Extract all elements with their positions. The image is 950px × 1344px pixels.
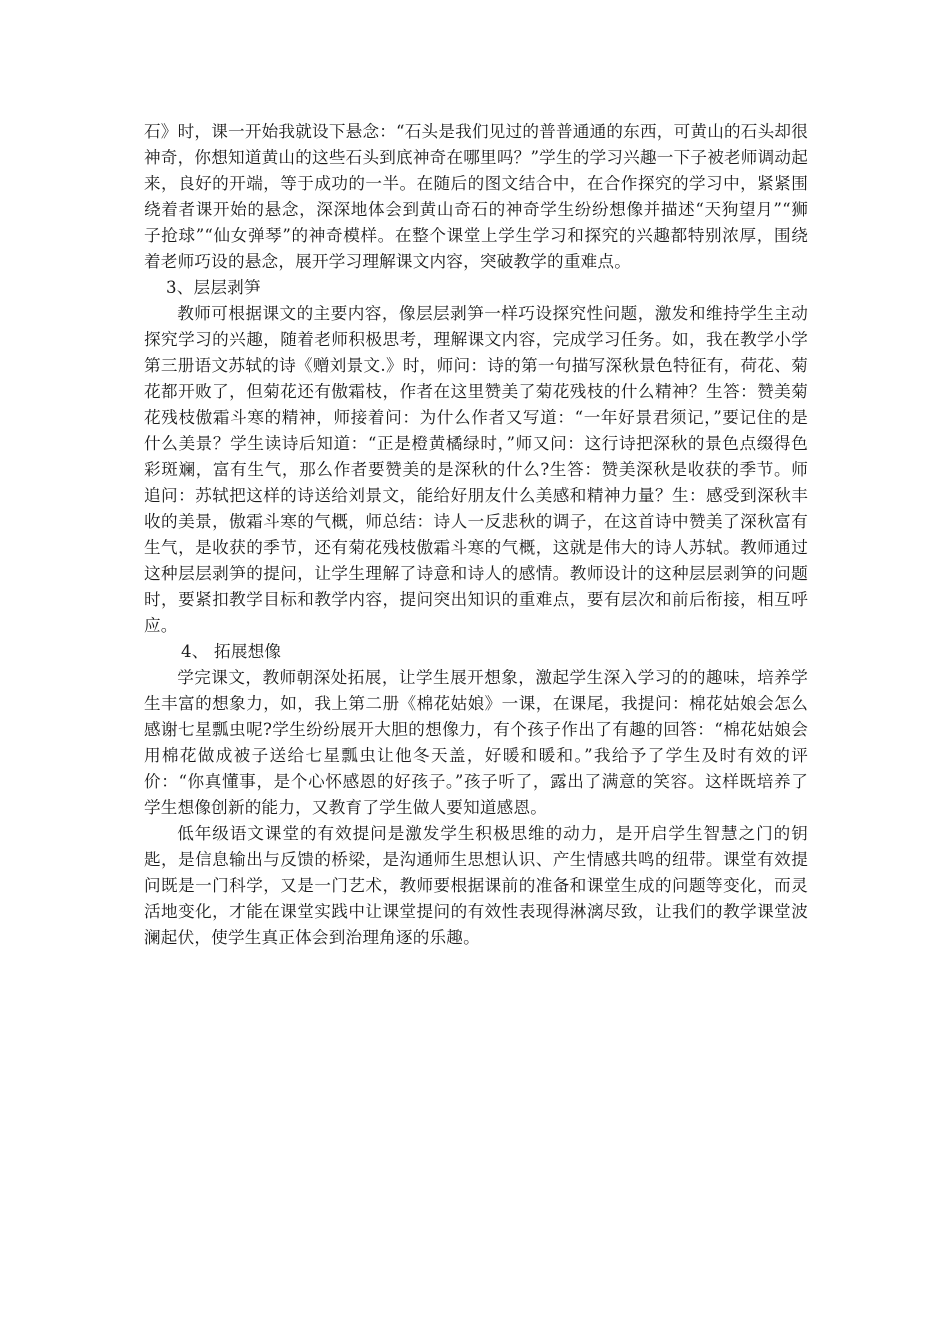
paragraph-section-4: 学完课文，教师朝深处拓展，让学生展开想象，激起学生深入学习的的趣味，培养学生丰富的想象力，如，我上第二册《棉花姑娘》一课，在课尾，我提问：棉花姑娘会怎么感谢七星瓢虫呢?学生纷纷展开大胆的想像力，有个孩子作出了有趣的回答：“棉花姑娘会用棉花做成被子送给七星瓢虫让他冬天盖，好暖和暖和。”我给予了学生及时有效的评价：“你真懂事，是个心怀感恩的好孩子。”孩子听了，露出了满意的笑容。这样既培养了学生想像创新的能力，又教育了学生做人要知道感恩。 [144, 668, 808, 817]
paragraph-conclusion: 低年级语文课堂的有效提问是激发学生积极思维的动力，是开启学生智慧之门的钥匙，是信息输出与反馈的桥梁，是沟通师生思想认识、产生情感共鸣的纽带。课堂有效提问既是一门科学，又是一门艺术，教师要根据课前的准备和课堂生成的问题等变化，而灵活地变化，才能在课堂实践中让课堂提问的有效性表现得淋漓尽致，让我们的教学课堂波澜起伏，使学生真正体会到治理角逐的乐趣。 [144, 824, 808, 947]
section-heading-4: 4、 拓展想像 [181, 642, 282, 661]
section-heading-3: 3、层层剥笋 [166, 278, 261, 297]
document-body [144, 119, 808, 951]
paragraph-section-3: 教师可根据课文的主要内容，像层层剥笋一样巧设探究性问题，激发和维持学生主动探究学习的兴趣，随着老师积极思考，理解课文内容，完成学习任务。如，我在教学小学第三册语文苏轼的诗《赠刘景文.》时，师问：诗的第一句描写深秋景色特征有，荷花、菊花都开败了，但菊花还有傲霜枝，作者在这里赞美了菊花残枝的什么精神？生答：赞美菊花残枝傲霜斗寒的精神，师接着问：为什么作者又写道：“一年好景君须记，”要记住的是什么美景？学生读诗后知道：“正是橙黄橘绿时，”师又问：这行诗把深秋的景色点缀得色彩斑斓，富有生气，那么作者要赞美的是深秋的什么?生答：赞美深秋是收获的季节。师追问：苏轼把这样的诗送给刘景文，能给好朋友什么美感和精神力量？生：感受到深秋丰收的美景，傲霜斗寒的气概，师总结：诗人一反悲秋的调子，在这首诗中赞美了深秋富有生气，是收获的季节，还有菊花残枝傲霜斗寒的气概，这就是伟大的诗人苏轼。教师通过这种层层剥笋的提问，让学生理解了诗意和诗人的感情。教师设计的这种层层剥笋的问题时，要紧扣教学目标和教学内容，提问突出知识的重难点，要有层次和前后衔接，相互呼应。 [144, 304, 808, 635]
paragraph-intro: 石》时，课一开始我就设下悬念：“石头是我们见过的普普通通的东西，可黄山的石头却很神奇，你想知道黄山的这些石头到底神奇在哪里吗？”学生的学习兴趣一下子被老师调动起来，良好的开端，等于成功的一半。在随后的图文结合中，在合作探究的学习中，紧紧围绕着者课开始的悬念，深深地体会到黄山奇石的神奇学生纷纷想像并描述“天狗望月”“狮子抢球”“仙女弹琴”的神奇模样。在整个课堂上学生学习和探究的兴趣都特别浓厚，围绕着老师巧设的悬念，展开学习理解课文内容，突破教学的重难点。 [144, 122, 808, 271]
